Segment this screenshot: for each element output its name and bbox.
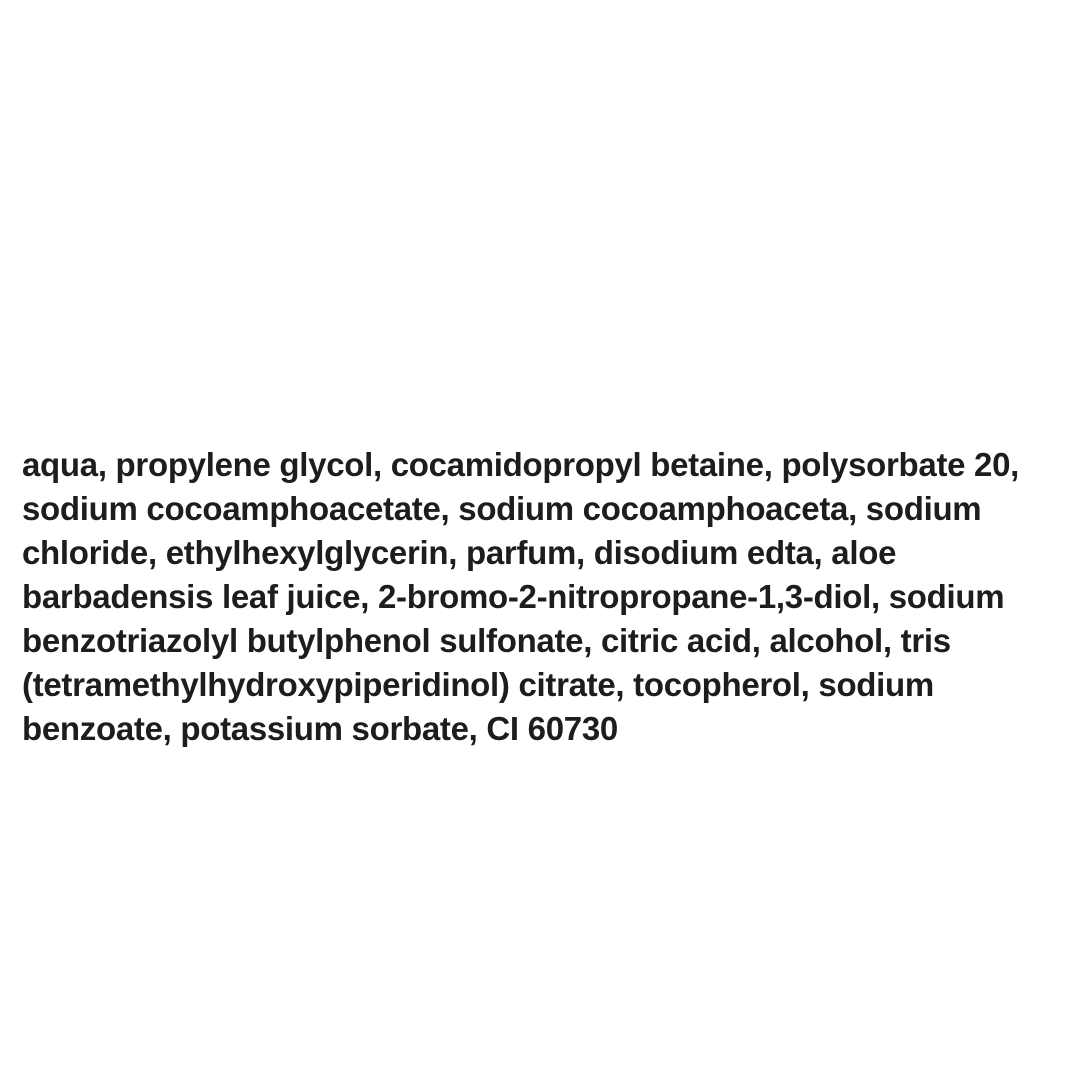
- ingredients-text: [22, 443, 1034, 751]
- ingredients-line: sodium cocoamphoacetate, sodium cocoamphoaceta, sodium: [22, 490, 982, 527]
- ingredients-line: chloride, ethylhexylglycerin, parfum, disodium edta, aloe: [22, 534, 897, 571]
- ingredients-line: (tetramethylhydroxypiperidinol) citrate, tocopherol, sodium: [22, 666, 934, 703]
- ingredients-line: benzotriazolyl butylphenol sulfonate, citric acid, alcohol, tris: [22, 622, 951, 659]
- ingredients-line: barbadensis leaf juice, 2-bromo-2-nitropropane-1,3-diol, sodium: [22, 578, 1005, 615]
- ingredients-line: aqua, propylene glycol, cocamidopropyl betaine, polysorbate 20,: [22, 446, 1020, 483]
- ingredients-line: benzoate, potassium sorbate, CI 60730: [22, 710, 618, 747]
